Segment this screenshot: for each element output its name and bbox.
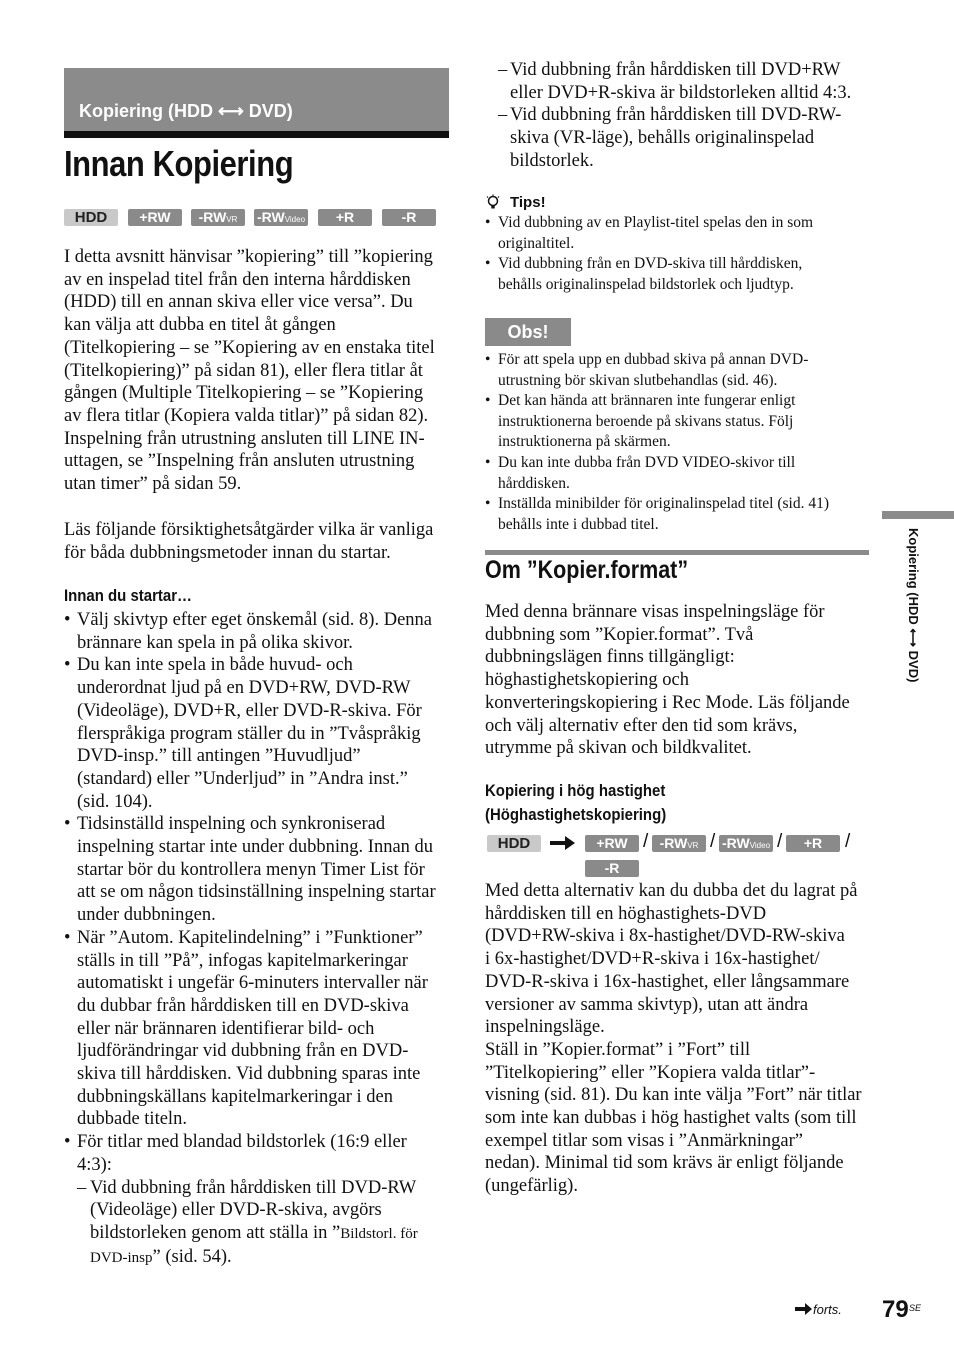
media-badge-plus-rw: +RW [128,209,182,226]
list-item: • Inställda minibilder för originalinspelad titel (sid. 41) behålls inte i dubbad titel. [485,494,880,535]
media-badge-minus-rw-video: -RWVideo [719,835,773,852]
intro-paragraph: I detta avsnitt hänvisar ”kopiering” till ”kopiering av en inspelad titel från den interna hårddisken (HDD) till en annan skiva eller vice versa”. Du kan välja att dubba en titel åt gången (Titelkopiering – se ”Kopiering av en enstaka titel (Titelkopiering)” på sidan 81), eller flera titlar åt gången (Multiple Titelkopiering – se ”Kopiering av flera titlar (Kopiera valda titlar)” på sidan 82). Inspelning från utrustning ansluten till LINE IN- uttagen, se ”Inspelning från ansluten utrustning utan timer” på sidan 59. [64,247,435,495]
separator-slash: / [710,831,716,852]
list-item: • För att spela upp en dubbad skiva på annan DVD- utrustning bör skivan slutbehandlas (sid. 46). [485,350,880,391]
precaution-paragraph: Läs följande försiktighetsåtgärder vilka är vanliga för båda dubbningsmetoder innan du startar. [64,520,434,563]
section-title: Kopiering (HDD ⟷ DVD) [79,101,293,121]
list-item: • När ”Autom. Kapitelindelning” i ”Funktioner” ställs in till ”På”, infogas kapitelmarkeringar automatiskt i ungefär 6-minuters intervaller när du dubbar från hårddisken till en DVD-skiva eller när brännaren identifierar bild- och ljudförändringar vid dubbning från en DVD- skiva till hårddisken. Vid dubbning sparas inte dubbningskällans kapitelmarkeringar i den dubbade titeln. [64,927,454,1131]
page-title: Innan Kopiering [64,143,294,184]
list-item: • För titlar med blandad bildstorlek (16:9 eller 4:3): – Vid dubbning från hårddisken till DVD-RW (Videoläge) eller DVD-R-skiva, avgörs bildstorleken genom att ställa in ”Bildstorl. för DVD-insp” (sid. 54). [64,1131,454,1269]
sub-list-item: – Vid dubbning från hårddisken till DVD-RW- skiva (VR-läge), behålls originalinspelad bildstorlek. [485,104,880,172]
arrow-right-icon [549,833,577,853]
list-item: • Du kan inte spela in både huvud- och underordnat ljud på en DVD+RW, DVD-RW (Videoläge), DVD+R, eller DVD-R-skiva. För flerspråkiga program ställer du in ”Tvåspråkig DVD-insp.” till antingen ”Huvudljud” (standard) eller ”Underljud” in ”Andra inst.” (sid. 104). [64,654,454,813]
section-header-rule [64,131,449,138]
media-badge-plus-r: +R [318,209,372,226]
list-item: • Vid dubbning av en Playlist-titel spelas den in som originaltitel. [485,213,880,254]
arrow-right-icon [795,1302,813,1316]
before-start-heading: Innan du startar… [64,586,193,605]
format-paragraph: Med denna brännare visas inspelningsläge för dubbning som ”Kopier.format”. Två dubbningslägen finns tillgängligt: höghastighetskopiering och konverteringskopiering i Rec Mode. Läs följande och välj alternativ efter den tid som krävs, utrymme på skivan och bildkvalitet. [485,602,850,759]
page-number: 79 [882,1296,909,1323]
media-badge-plus-r: +R [786,835,840,852]
chapter-tab-bar [882,511,954,519]
sub-list-item: – Vid dubbning från hårddisken till DVD-RW (Videoläge) eller DVD-R-skiva, avgörs bildstorleken genom att ställa in ”Bildstorl. för DVD-insp” (sid. 54). [64,1177,454,1270]
high-speed-heading: Kopiering i hög hastighet (Höghastighetskopiering) [485,781,667,824]
list-item: • Du kan inte dubba från DVD VIDEO-skivor till hårddisken. [485,453,880,494]
continued-label: forts. [813,1302,842,1317]
obs-badge: Obs! [485,318,571,346]
separator-slash: / [643,831,649,852]
tips-list [485,213,880,295]
list-item: • Välj skivtyp efter eget önskemål (sid. 8). Denna brännare kan spela in på olika skivor. [64,609,454,654]
obs-list [485,350,880,535]
tips-heading: Tips! [510,194,546,211]
dash-list-continued [485,59,880,173]
subsection-rule [485,550,869,555]
chapter-tab-label: Kopiering (HDD ⟷ DVD) [906,528,921,683]
separator-slash: / [777,831,783,852]
media-badge-minus-r: -R [382,209,436,226]
media-badge-plus-rw: +RW [585,835,639,852]
list-item: • Tidsinställd inspelning och synkroniserad inspelning startar inte under dubbning. Innan du startar bör du kontrollera menyn Timer List för att se om någon tidsinställning inspelning startar under dubbningen. [64,813,454,927]
list-item: • Vid dubbning från en DVD-skiva till hårddisken, behålls originalinspelad bildstorlek och ljudtyp. [485,254,880,295]
before-start-list [64,609,454,1269]
media-badge-minus-rw-vr: -RWVR [652,835,706,852]
media-badge-minus-r: -R [585,860,639,877]
page-suffix: SE [909,1303,922,1313]
high-speed-paragraph: Med detta alternativ kan du dubba det du lagrat på hårddisken till en höghastighets-DVD (DVD+RW-skiva i 8x-hastighet/DVD-RW-skiva i 6x-hastighet/DVD+R-skiva i 16x-hastighet/ DVD-R-skiva i 16x-hastighet, eller långsammare versioner av samma skivtyp), utan att ändra inspelningsläge. Ställ in ”Kopier.format” i ”Fort” till ”Titelkopiering” eller ”Kopiera valda titlar”- visning (sid. 81). Du kan inte välja ”Fort” när titlar som inte kan dubbas i hög hastighet valts (som till exempel titlar som visas i ”Anmärkningar” nedan). Minimal tid som krävs är enligt följande (ungefärlig). [485,881,862,1197]
lightbulb-icon [485,194,501,212]
list-item: • Det kan hända att brännaren inte fungerar enligt instruktionerna beroende på skivans status. Följ instruktionerna på skärmen. [485,391,880,453]
media-badge-hdd: HDD [487,835,541,852]
subsection-title: Om ”Kopier.format” [485,556,689,584]
sub-list-item: – Vid dubbning från hårddisken till DVD+RW eller DVD+R-skiva är bildstorleken alltid 4:3. [485,59,880,104]
media-badge-minus-rw-video: -RWVideo [254,209,308,226]
media-badge-minus-rw-vr: -RWVR [191,209,245,226]
separator-slash: / [845,831,851,852]
media-badge-hdd: HDD [64,209,118,226]
